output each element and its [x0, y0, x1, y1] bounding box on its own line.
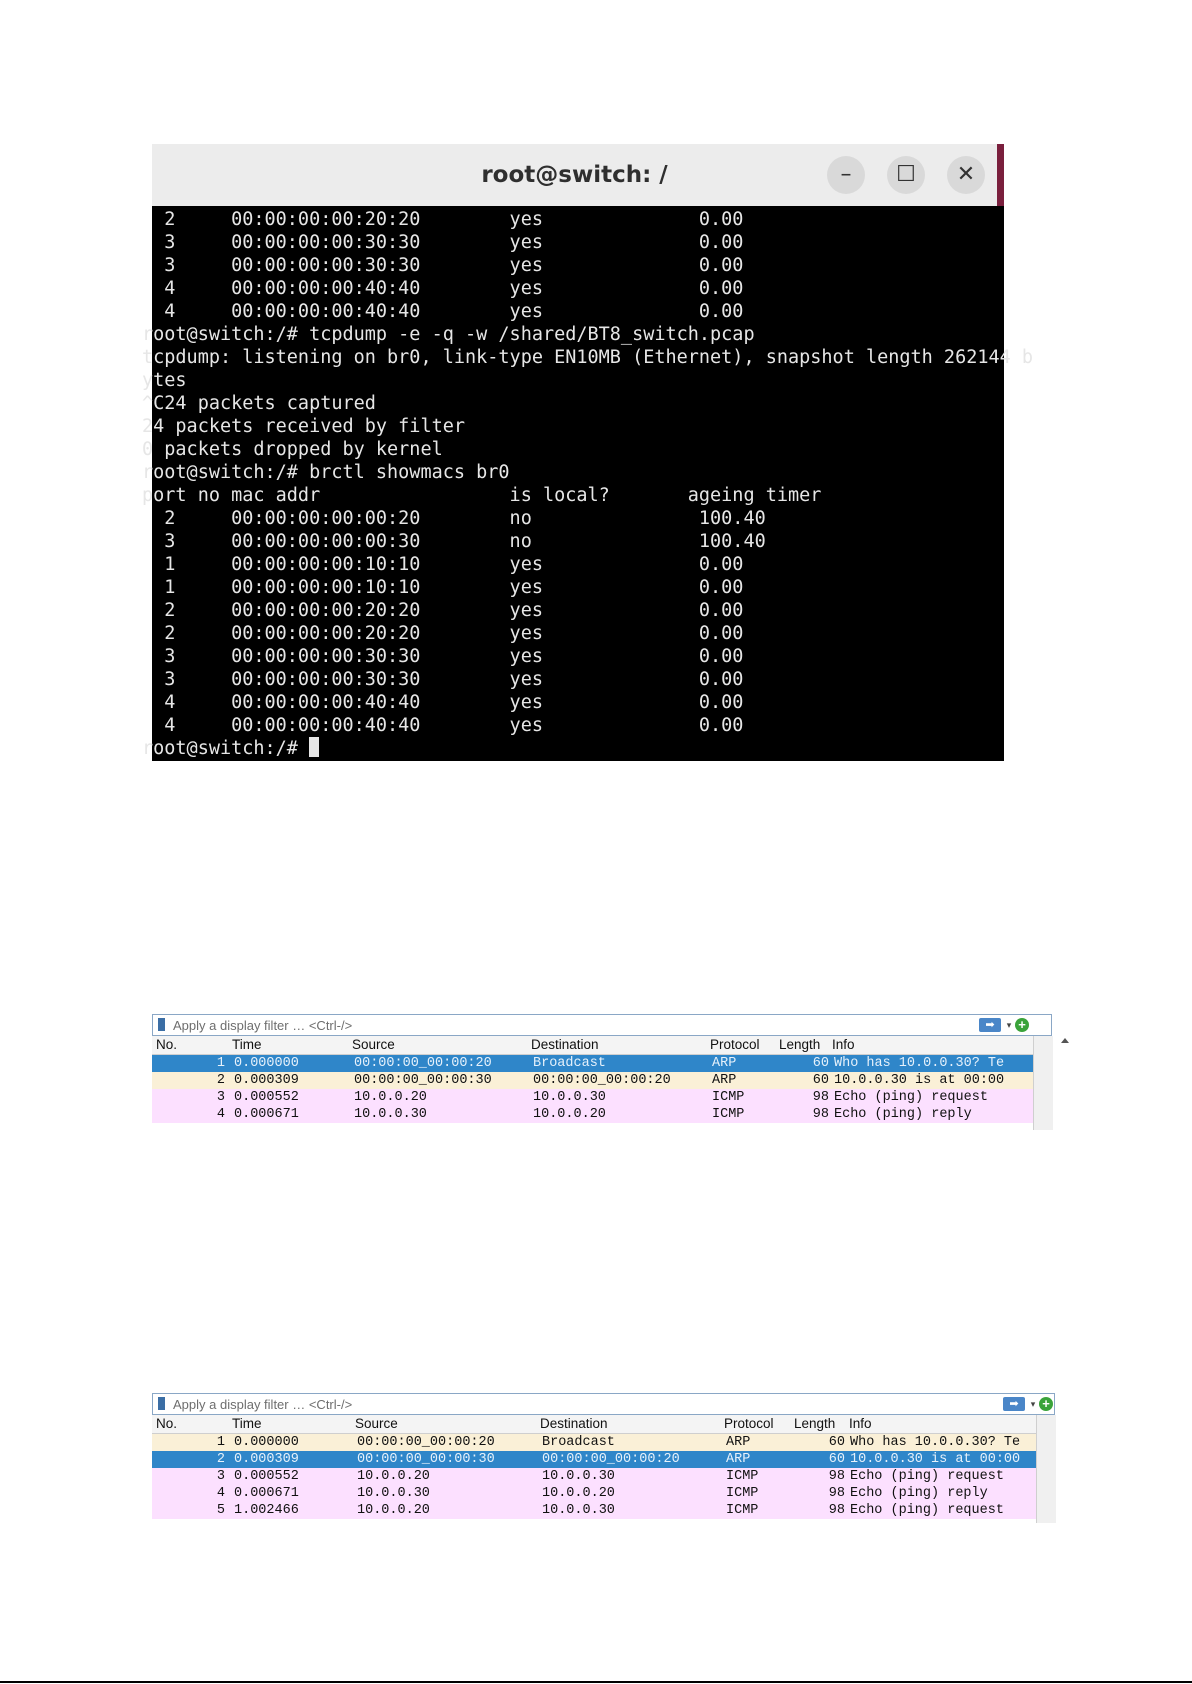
add-filter-icon[interactable]: + — [1015, 1018, 1029, 1032]
cell-destination: 10.0.0.30 — [533, 1090, 606, 1105]
terminal-line: 1 00:00:00:00:10:10 yes 0.00 — [142, 554, 744, 575]
terminal-line: 4 00:00:00:00:40:40 yes 0.00 — [142, 715, 744, 736]
cell-length: 60 — [828, 1452, 845, 1467]
column-header-source[interactable]: Source — [352, 1037, 395, 1052]
cell-length: 98 — [828, 1469, 845, 1484]
cell-length: 60 — [812, 1056, 829, 1071]
cell-info: Echo (ping) reply — [850, 1486, 988, 1501]
cell-no: 4 — [216, 1107, 225, 1122]
cell-source: 10.0.0.20 — [357, 1503, 430, 1518]
cell-source: 00:00:00_00:00:30 — [357, 1452, 495, 1467]
packet-row[interactable] — [152, 1468, 1036, 1485]
cell-time: 0.000000 — [234, 1056, 299, 1071]
cell-protocol: ICMP — [712, 1090, 745, 1105]
arrow-right-icon[interactable]: ➡ — [1003, 1397, 1025, 1411]
cell-source: 00:00:00_00:00:20 — [357, 1435, 495, 1450]
terminal-line: ^C24 packets captured — [142, 393, 376, 414]
column-header-row — [152, 1415, 1036, 1434]
cell-length: 60 — [828, 1435, 845, 1450]
chevron-down-icon[interactable]: ▾ — [1006, 1020, 1012, 1030]
cell-no: 3 — [216, 1090, 225, 1105]
cell-time: 0.000671 — [234, 1107, 299, 1122]
cell-source: 00:00:00_00:00:20 — [354, 1056, 492, 1071]
cell-no: 5 — [216, 1503, 225, 1518]
terminal-output[interactable] — [142, 208, 1034, 761]
terminal-line: 3 00:00:00:00:30:30 yes 0.00 — [142, 232, 744, 253]
terminal-line: tcpdump: listening on br0, link-type EN10MB (Ethernet), snapshot length 262144 b — [142, 347, 1034, 368]
column-header-length[interactable]: Length — [794, 1416, 836, 1431]
cell-protocol: ARP — [712, 1056, 737, 1071]
cell-info: Echo (ping) reply — [834, 1107, 972, 1122]
cell-info: Echo (ping) request — [850, 1469, 1004, 1484]
cell-destination: Broadcast — [542, 1435, 615, 1450]
cell-no: 3 — [216, 1469, 225, 1484]
packet-row[interactable] — [152, 1072, 1033, 1089]
cell-destination: 00:00:00_00:00:20 — [542, 1452, 680, 1467]
cell-time: 0.000000 — [234, 1435, 299, 1450]
cell-length: 98 — [812, 1107, 829, 1122]
column-header-time[interactable]: Time — [232, 1037, 262, 1052]
cell-time: 0.000309 — [234, 1452, 299, 1467]
terminal-line: 3 00:00:00:00:30:30 yes 0.00 — [142, 255, 744, 276]
packet-row[interactable] — [152, 1055, 1033, 1072]
cell-destination: 00:00:00_00:00:20 — [533, 1073, 671, 1088]
terminal-line: 2 00:00:00:00:20:20 yes 0.00 — [142, 600, 744, 621]
cell-info: Who has 10.0.0.30? Te — [834, 1056, 1005, 1071]
column-header-row — [152, 1036, 1033, 1055]
terminal-line: root@switch:/# brctl showmacs br0 — [142, 462, 510, 483]
terminal-line: port no mac addr is local? ageing timer — [142, 485, 822, 506]
terminal-line: 3 00:00:00:00:00:30 no 100.40 — [142, 531, 766, 552]
arrow-right-icon[interactable]: ➡ — [979, 1018, 1001, 1032]
column-header-length[interactable]: Length — [779, 1037, 821, 1052]
column-header-destination[interactable]: Destination — [540, 1416, 608, 1431]
cell-source: 10.0.0.20 — [357, 1469, 430, 1484]
text-cursor — [309, 737, 319, 757]
cell-length: 98 — [828, 1486, 845, 1501]
column-header-no[interactable]: No. — [156, 1416, 178, 1431]
packet-list — [152, 1415, 1036, 1519]
packet-list — [152, 1036, 1033, 1123]
cell-no: 2 — [216, 1452, 225, 1467]
terminal-line: 4 00:00:00:00:40:40 yes 0.00 — [142, 278, 744, 299]
cell-protocol: ICMP — [726, 1469, 759, 1484]
cell-length: 60 — [812, 1073, 829, 1088]
cell-protocol: ICMP — [712, 1107, 745, 1122]
cell-protocol: ICMP — [726, 1486, 759, 1501]
minimize-icon[interactable]: – — [827, 156, 865, 194]
column-header-protocol[interactable]: Protocol — [724, 1416, 774, 1431]
packet-list-panel-1 — [152, 1014, 1052, 1130]
cell-source: 10.0.0.30 — [354, 1107, 427, 1122]
terminal-line: 2 00:00:00:00:00:20 no 100.40 — [142, 508, 766, 529]
terminal-line: 3 00:00:00:00:30:30 yes 0.00 — [142, 669, 744, 690]
cell-source: 10.0.0.20 — [354, 1090, 427, 1105]
terminal-line: root@switch:/# tcpdump -e -q -w /shared/BT8_switch.pcap — [142, 324, 755, 345]
terminal-prompt[interactable] — [142, 737, 987, 760]
display-filter-bar — [152, 1014, 1052, 1036]
add-filter-icon[interactable]: + — [1039, 1397, 1053, 1411]
cell-time: 0.000671 — [234, 1486, 299, 1501]
column-header-info[interactable]: Info — [832, 1037, 855, 1052]
cell-destination: 10.0.0.30 — [542, 1469, 615, 1484]
packet-row[interactable] — [152, 1451, 1036, 1468]
terminal-line: 4 00:00:00:00:40:40 yes 0.00 — [142, 301, 744, 322]
terminal-line: 24 packets received by filter — [142, 416, 466, 437]
packet-row[interactable] — [152, 1434, 1036, 1451]
bookmark-icon[interactable] — [158, 1397, 165, 1410]
cell-source: 00:00:00_00:00:30 — [354, 1073, 492, 1088]
cell-length: 98 — [828, 1503, 845, 1518]
cell-info: Who has 10.0.0.30? Te — [850, 1435, 1021, 1450]
column-header-info[interactable]: Info — [849, 1416, 872, 1431]
cell-time: 1.002466 — [234, 1503, 299, 1518]
maximize-icon[interactable]: ☐ — [887, 156, 925, 194]
column-header-source[interactable]: Source — [355, 1416, 398, 1431]
column-header-destination[interactable]: Destination — [531, 1037, 599, 1052]
cell-destination: Broadcast — [533, 1056, 606, 1071]
packet-list-panel-2 — [152, 1393, 1055, 1523]
bookmark-icon[interactable] — [158, 1018, 165, 1031]
cell-destination: 10.0.0.30 — [542, 1503, 615, 1518]
scrollbar[interactable] — [1036, 1415, 1056, 1523]
packet-row[interactable] — [152, 1089, 1033, 1106]
cell-protocol: ARP — [712, 1073, 737, 1088]
terminal-line: 3 00:00:00:00:30:30 yes 0.00 — [142, 646, 744, 667]
packet-row[interactable] — [152, 1106, 1033, 1123]
cell-info: 10.0.0.30 is at 00:00 — [834, 1073, 1005, 1088]
cell-source: 10.0.0.30 — [357, 1486, 430, 1501]
column-header-time[interactable]: Time — [232, 1416, 262, 1431]
cell-length: 98 — [812, 1090, 829, 1105]
terminal-line: 0 packets dropped by kernel — [142, 439, 443, 460]
cell-no: 4 — [216, 1486, 225, 1501]
cell-protocol: ARP — [726, 1452, 751, 1467]
terminal-line: 2 00:00:00:00:20:20 yes 0.00 — [142, 623, 744, 644]
terminal-titlebar[interactable] — [152, 144, 1004, 206]
terminal-title: root@switch: / — [481, 162, 668, 188]
display-filter-input[interactable] — [173, 1395, 773, 1413]
terminal-line: 2 00:00:00:00:20:20 yes 0.00 — [142, 209, 744, 230]
terminal-line: ytes — [142, 370, 187, 391]
cell-destination: 10.0.0.20 — [533, 1107, 606, 1122]
column-header-protocol[interactable]: Protocol — [710, 1037, 760, 1052]
cell-time: 0.000309 — [234, 1073, 299, 1088]
cell-no: 2 — [216, 1073, 225, 1088]
chevron-down-icon[interactable]: ▾ — [1030, 1399, 1036, 1409]
close-icon[interactable]: ✕ — [947, 156, 985, 194]
cell-protocol: ICMP — [726, 1503, 759, 1518]
prompt-text: root@switch:/# — [142, 738, 310, 759]
display-filter-input[interactable] — [173, 1016, 773, 1034]
cell-no: 1 — [216, 1056, 225, 1071]
cell-protocol: ARP — [726, 1435, 751, 1450]
cell-time: 0.000552 — [234, 1090, 299, 1105]
scrollbar[interactable] — [1033, 1036, 1053, 1130]
packet-row[interactable] — [152, 1502, 1036, 1519]
terminal-line: 1 00:00:00:00:10:10 yes 0.00 — [142, 577, 744, 598]
terminal-line: 4 00:00:00:00:40:40 yes 0.00 — [142, 692, 744, 713]
cell-no: 1 — [216, 1435, 225, 1450]
display-filter-bar — [152, 1393, 1055, 1415]
cell-info: Echo (ping) request — [850, 1503, 1004, 1518]
page-divider — [0, 1681, 1192, 1683]
column-header-no[interactable]: No. — [156, 1037, 178, 1052]
cell-time: 0.000552 — [234, 1469, 299, 1484]
cell-info: 10.0.0.30 is at 00:00 — [850, 1452, 1021, 1467]
cell-info: Echo (ping) request — [834, 1090, 988, 1105]
packet-row[interactable] — [152, 1485, 1036, 1502]
cell-destination: 10.0.0.20 — [542, 1486, 615, 1501]
terminal-window — [142, 144, 1034, 761]
